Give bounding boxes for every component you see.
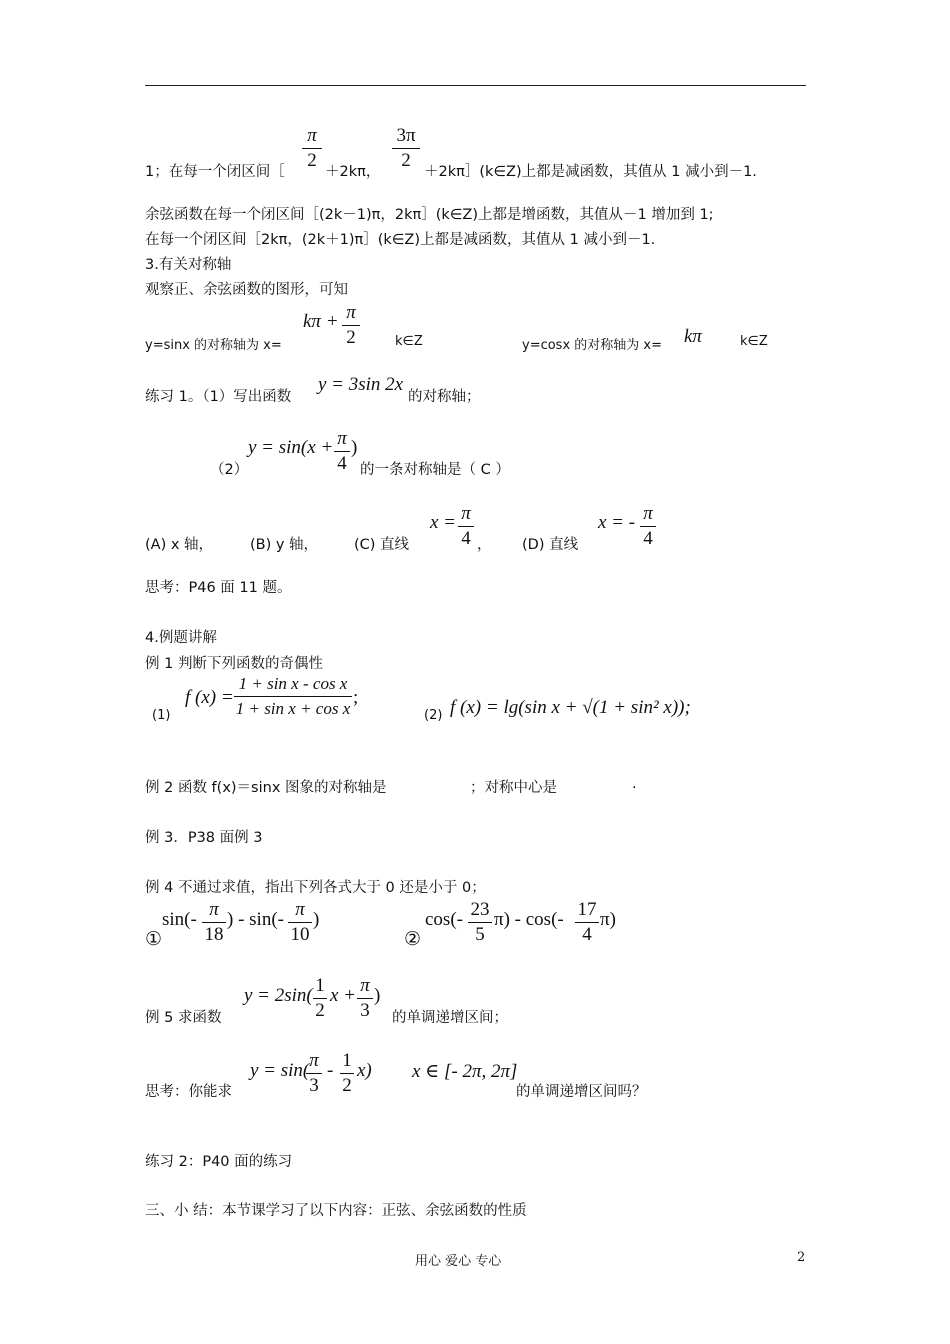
think2-label: 思考：你能求 <box>145 1084 232 1100</box>
example5-frac2: π 3 <box>357 975 373 1022</box>
exercise1-part2-frac: π 4 <box>334 428 350 475</box>
sin-axis-k: k∈Z <box>395 334 423 349</box>
example5-expr-pre: y = 2sin( <box>244 985 313 1006</box>
think2-expr-pre: y = sin( <box>250 1060 310 1081</box>
exercise1-label: 练习 1。（1）写出函数 <box>145 389 292 405</box>
option-c-frac: π 4 <box>458 503 474 550</box>
exercise1-part2-label: （2） <box>210 462 249 478</box>
think2-frac1: π 3 <box>306 1050 322 1097</box>
example4-expr1-pre: sin(- <box>162 909 197 930</box>
example4-expr1-frac2: π 10 <box>288 899 312 946</box>
example1-title: 例 1 判断下列函数的奇偶性 <box>145 656 323 672</box>
cos-axis-k: k∈Z <box>740 334 768 349</box>
example4-expr2-frac2: 17 4 <box>575 899 599 946</box>
option-d: (D) 直线 <box>522 537 579 553</box>
example3: 例 3．P38 面例 3 <box>145 830 263 846</box>
practice-2: 练习 2：P40 面的练习 <box>145 1154 293 1170</box>
think2-expr-end: x) <box>357 1060 372 1081</box>
example1-part1-frac: 1 + sin x - cos x 1 + sin x + cos x <box>235 674 351 718</box>
example5-frac1: 1 2 <box>313 975 327 1022</box>
option-b: (B) y 轴， <box>250 537 319 553</box>
cos-line-2: 在每一个闭区间［2kπ，(2k＋1)π］(k∈Z)上都是减函数，其值从 1 减小到－1. <box>145 232 656 248</box>
example5-expr-end: ) <box>374 985 381 1006</box>
exercise1-suffix: 的对称轴； <box>408 389 481 405</box>
example4-expr2-mid: π) - cos(- <box>494 909 564 930</box>
line1-frac-b: 3π 2 <box>392 125 420 172</box>
example4-expr1-frac1: π 18 <box>202 899 226 946</box>
observe-text: 观察正、余弦函数的图形，可知 <box>145 282 348 298</box>
line1-mid: ＋2kπ， <box>325 164 381 180</box>
example1-part1-lhs: f (x) = <box>185 687 234 708</box>
exercise1-expr: y = 3sin 2x <box>318 374 404 395</box>
cos-axis-expr: kπ <box>684 326 702 347</box>
section3-title: 3.有关对称轴 <box>145 257 232 273</box>
think2-domain: x ∈ [- 2π, 2π] <box>412 1061 518 1082</box>
example5-suffix: 的单调递增区间； <box>392 1010 508 1026</box>
example4-title: 例 4 不通过求值，指出下列各式大于 0 还是小于 0； <box>145 880 486 896</box>
example1-part2-expr: f (x) = lg(sin x + √(1 + sin² x)); <box>450 697 691 718</box>
example1-part2-label: (2) <box>424 708 443 723</box>
example4-expr2-pre: cos(- <box>425 909 463 930</box>
page-number: 2 <box>797 1250 806 1265</box>
summary: 三、小 结：本节课学习了以下内容：正弦、余弦函数的性质 <box>145 1203 527 1219</box>
example4-circled-1: ① <box>145 929 163 950</box>
cos-axis-prefix: y=cosx 的对称轴为 x= <box>522 338 663 353</box>
cos-line-1: 余弦函数在每一个闭区间［(2k－1)π，2kπ］(k∈Z)上都是增函数，其值从－1 增加到 1; <box>145 207 714 223</box>
sin-axis-frac: π 2 <box>342 302 360 349</box>
example5-expr-mid: x + <box>330 985 357 1006</box>
example4-circled-2: ② <box>404 929 422 950</box>
example4-expr2-end: π) <box>600 909 616 930</box>
think2-frac2: 1 2 <box>340 1050 354 1097</box>
exercise1-part2-expr: y = sin(x + <box>248 437 334 458</box>
option-c: (C) 直线 <box>354 537 410 553</box>
header-rule <box>145 85 806 86</box>
option-a: (A) x 轴， <box>145 537 214 553</box>
option-c-comma: ， <box>477 537 492 553</box>
footer-motto: 用心 爱心 专心 <box>415 1254 502 1269</box>
example1-part1-end: ; <box>353 687 359 708</box>
example1-part1-label: (1) <box>152 708 171 723</box>
exercise1-part2-suffix: 的一条对称轴是（ C ） <box>360 462 510 478</box>
example2-mid: ；对称中心是 <box>470 780 557 796</box>
sin-axis-prefix: y=sinx 的对称轴为 x= <box>145 338 282 353</box>
sin-axis-expr: kπ + <box>303 311 339 332</box>
example2-text: 例 2 函数 f(x)＝sinx 图象的对称轴是 <box>145 780 387 796</box>
example2-end: . <box>632 776 637 792</box>
think2-expr-mid: - <box>327 1060 334 1081</box>
line1-suffix: ＋2kπ］(k∈Z)上都是减函数，其值从 1 减小到－1. <box>424 164 757 180</box>
line1-prefix: 1；在每一个闭区间［ <box>145 164 285 180</box>
example4-expr1-end: ) <box>313 909 320 930</box>
option-c-expr: x = <box>430 512 457 533</box>
line1-frac-a: π 2 <box>302 125 322 172</box>
section4-title: 4.例题讲解 <box>145 630 217 646</box>
example4-expr1-mid: ) - sin(- <box>227 909 284 930</box>
example5-label: 例 5 求函数 <box>145 1010 222 1026</box>
option-d-expr: x = - <box>598 512 636 533</box>
option-d-frac: π 4 <box>640 503 656 550</box>
example4-expr2-frac1: 23 5 <box>468 899 492 946</box>
think2-suffix: 的单调递增区间吗？ <box>516 1084 647 1100</box>
exercise1-part2-close: ) <box>351 437 358 458</box>
think-1: 思考：P46 面 11 题。 <box>145 580 292 596</box>
